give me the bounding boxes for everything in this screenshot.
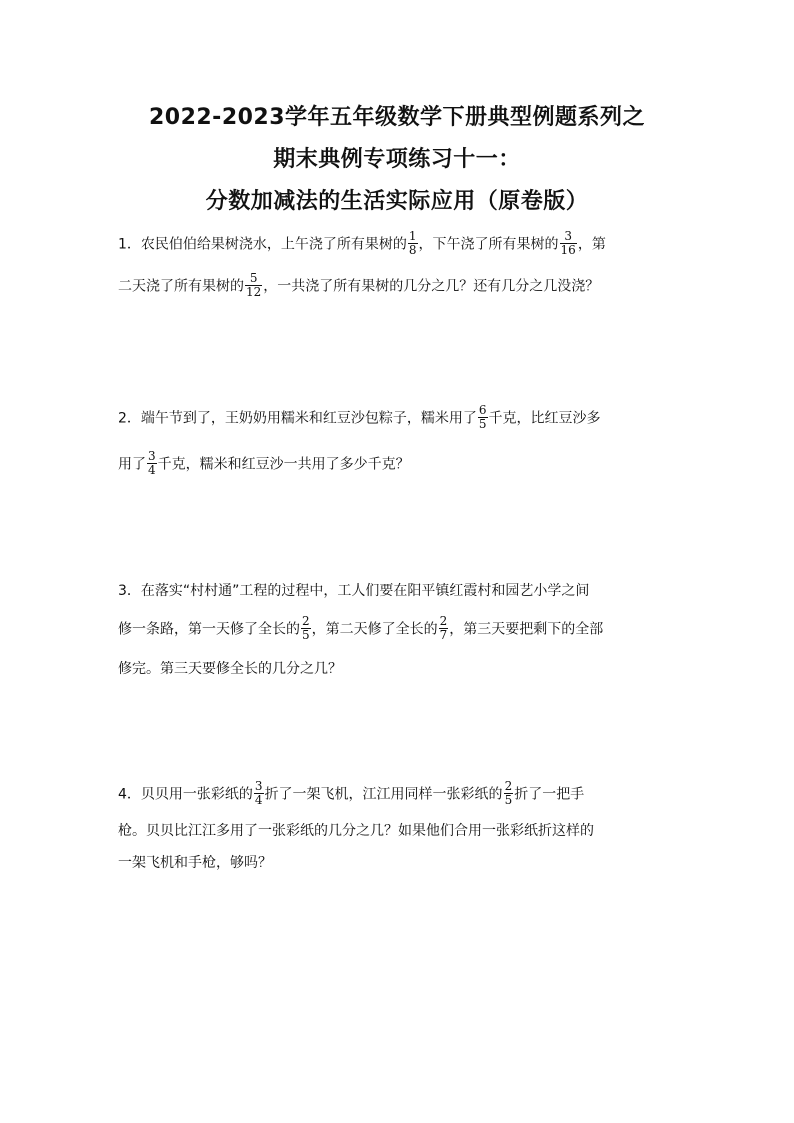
problem-text: 3．在落实“村村通”工程的过程中，工人们要在阳平镇红霞村和园艺小学之间 — [118, 583, 590, 599]
title-line-3: 分数加减法的生活实际应用（原卷版） — [205, 189, 589, 214]
problem-text: 千克，比红豆沙多 — [488, 410, 601, 427]
problem-text: ，第二天修了全长的 — [311, 621, 438, 638]
problem-text: 枪。贝贝比江江多用了一张彩纸的几分之几？如果他们合用一张彩纸折这样的 — [118, 823, 594, 839]
problem-text: ，第三天要把剩下的全部 — [449, 621, 604, 638]
problem-text: 修一条路，第一天修了全长的 — [118, 621, 300, 638]
problem-4 — [118, 780, 688, 874]
problem-3 — [118, 580, 688, 680]
problem-text: 一架飞机和手枪，够吗？ — [118, 855, 272, 871]
fraction: $\frac{3}{16}$ — [560, 229, 576, 257]
problem-text: 二天浇了所有果树的 — [118, 278, 244, 295]
problem-text: 2．端午节到了，王奶奶用糯米和红豆沙包粽子，糯米用了 — [118, 410, 477, 427]
problem-2-line-2 — [118, 450, 688, 480]
fraction: $\frac{1}{8}$ — [408, 229, 417, 257]
problem-4-line-2 — [118, 820, 688, 842]
problem-3-line-3 — [118, 658, 688, 680]
fraction: $\frac{2}{7}$ — [439, 614, 448, 642]
problem-text: 用了 — [118, 456, 146, 473]
problem-3-line-1 — [118, 580, 688, 602]
fraction: $\frac{2}{5}$ — [504, 779, 513, 807]
fraction: $\frac{6}{5}$ — [478, 403, 487, 431]
problem-text: 折了一把手 — [514, 786, 585, 803]
problem-3-line-2 — [118, 615, 688, 645]
problem-text: 4．贝贝用一张彩纸的 — [118, 786, 253, 803]
problem-text: 千克，糯米和红豆沙一共用了多少千克？ — [157, 456, 410, 473]
fraction: $\frac{3}{4}$ — [254, 779, 263, 807]
problem-4-line-3 — [118, 852, 688, 874]
title-line-2: 期末典例专项练习十一： — [273, 147, 521, 172]
problem-text: ，下午浇了所有果树的 — [418, 236, 559, 253]
problem-4-line-1 — [118, 780, 688, 810]
problem-text: 1．农民伯伯给果树浇水，上午浇了所有果树的 — [118, 236, 407, 253]
problem-1-line-1 — [118, 230, 688, 260]
fraction: $\frac{3}{4}$ — [148, 449, 156, 477]
fraction: $\frac{5}{12}$ — [246, 271, 262, 299]
problem-1 — [118, 230, 688, 302]
problem-1-line-2 — [118, 272, 688, 302]
problem-text: ，第 — [577, 236, 606, 253]
title-line-1: 2022-2023学年五年级数学下册典型例题系列之 — [148, 105, 646, 130]
problem-text: 修完。第三天要修全长的几分之几？ — [118, 661, 342, 677]
problem-text: 折了一架飞机，江江用同样一张彩纸的 — [264, 786, 503, 803]
problem-2-line-1 — [118, 404, 688, 434]
problem-text: ，一共浇了所有果树的几分之几？还有几分之几没浇？ — [263, 278, 600, 295]
problem-2 — [118, 404, 688, 480]
fraction: $\frac{2}{5}$ — [302, 614, 310, 642]
